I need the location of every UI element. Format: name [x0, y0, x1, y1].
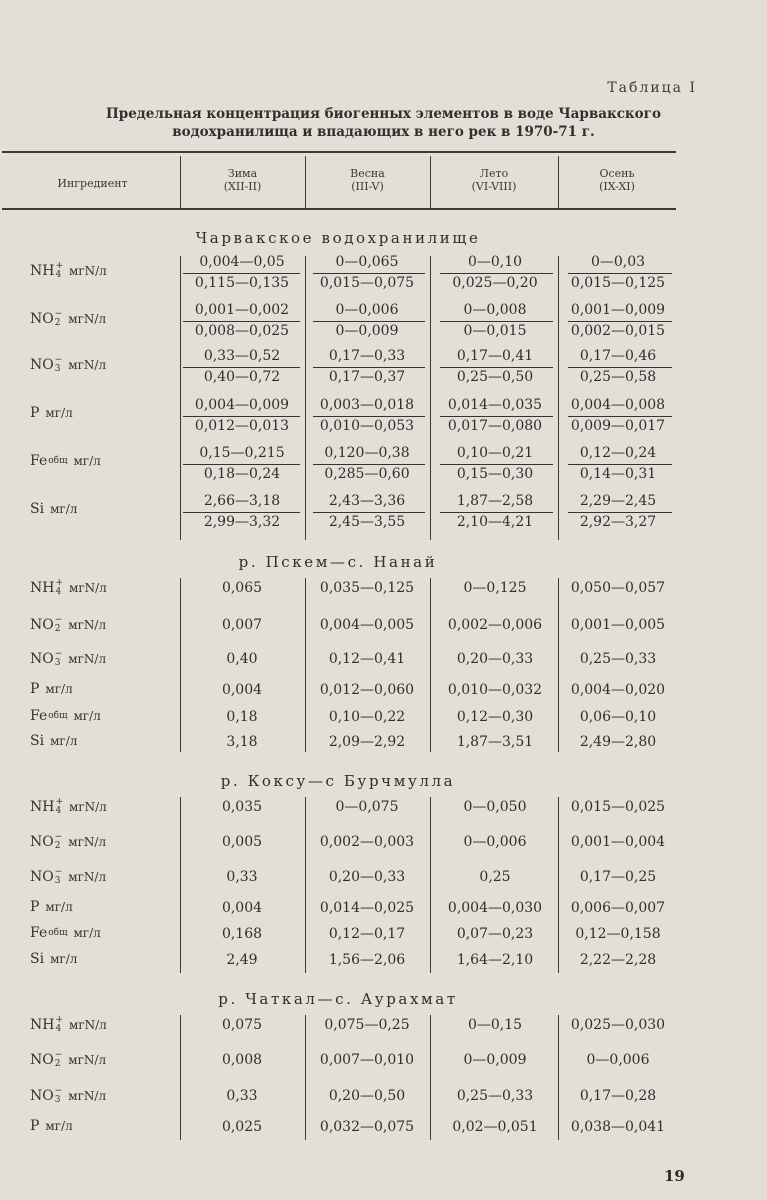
fraction-rule: [183, 464, 300, 465]
value-top: 0—0,065: [335, 254, 399, 270]
ingredient-label: [30, 501, 77, 517]
ingredient-label: [30, 798, 107, 816]
ingredient-symbol: Fe: [30, 925, 48, 941]
ion-subscript: 3: [54, 364, 61, 374]
header-divider: [180, 156, 181, 208]
value-top: 0,12—0,24: [579, 445, 657, 461]
header-season-winter: Зима (XII-II): [223, 167, 262, 193]
value-top: 2,29—2,45: [579, 493, 657, 509]
ingredient-label: [30, 733, 77, 749]
fraction-rule: [568, 367, 672, 368]
ion-index: [55, 798, 63, 816]
ion-charge: −: [54, 1086, 63, 1096]
value-cell: 0,12—0,158: [575, 926, 661, 942]
value-top: 0,15—0,215: [199, 445, 285, 461]
fraction-rule: [313, 273, 425, 274]
ingredient-unit: мг/л: [50, 502, 78, 516]
value-cell: 0,12—0,41: [328, 651, 406, 667]
value-top: 0,17—0,46: [579, 348, 657, 364]
ion-subscript: 2: [54, 841, 61, 851]
value-cell: 0,002—0,006: [447, 617, 543, 633]
value-cell: 0,20—0,33: [328, 869, 406, 885]
value-cell: 0,032—0,075: [319, 1119, 415, 1135]
ingredient-unit: мгN/л: [69, 1018, 107, 1032]
ingredient-label: [30, 405, 73, 421]
value-cell: 0,010—0,032: [447, 682, 543, 698]
fraction-rule: [183, 321, 300, 322]
ingredient-symbol: NO: [30, 834, 54, 850]
fraction-rule: [183, 416, 300, 417]
value-cell: 0—0,15: [467, 1017, 523, 1033]
value-bottom: 2,10—4,21: [456, 514, 534, 530]
ion-subscript: общ: [48, 710, 68, 721]
ingredient-symbol: NO: [30, 311, 54, 327]
header-season-autumn: Осень (IX-XI): [599, 167, 635, 193]
ingredient-unit: мгN/л: [68, 1089, 107, 1103]
ingredient-symbol: NO: [30, 869, 54, 885]
ingredient-symbol: P: [30, 1118, 40, 1134]
ion-charge: +: [55, 578, 64, 588]
fraction-rule: [183, 273, 300, 274]
column-divider: [430, 578, 431, 752]
value-cell: 3,18: [226, 734, 258, 750]
ingredient-unit: мгN/л: [69, 800, 107, 814]
value-cell: 0,001—0,004: [570, 834, 666, 850]
ingredient-label: [30, 868, 106, 886]
value-cell: 0,40: [226, 651, 258, 667]
value-top: 0,10—0,21: [456, 445, 534, 461]
value-top: 0—0,03: [590, 254, 646, 270]
value-top: 0,004—0,008: [570, 397, 666, 413]
ion-index: [55, 579, 63, 597]
ingredient-label: [30, 579, 107, 597]
value-cell: 0—0,125: [463, 580, 527, 596]
ion-index: [55, 356, 63, 374]
value-cell: 0,33: [226, 1088, 258, 1104]
value-cell: 0,012—0,060: [319, 682, 415, 698]
value-cell: 0,25: [479, 869, 511, 885]
table-title-line-1: Предельная концентрация биогенных элементов в воде Чарвакского: [106, 106, 661, 122]
value-cell: 0,007: [221, 617, 263, 633]
ion-subscript: 3: [54, 876, 61, 886]
ingredient-unit: мг/л: [73, 926, 101, 940]
value-cell: 0,004—0,030: [447, 900, 543, 916]
fraction-rule: [440, 321, 553, 322]
ingredient-unit: мг/л: [45, 682, 73, 696]
value-cell: 0,025—0,030: [570, 1017, 666, 1033]
value-cell: 2,49: [226, 952, 258, 968]
ingredient-unit: мг/л: [45, 900, 73, 914]
ingredient-unit: мг/л: [50, 952, 78, 966]
value-cell: 2,09—2,92: [328, 734, 406, 750]
value-bottom: 0,015—0,075: [319, 275, 415, 291]
ingredient-symbol: P: [30, 899, 40, 915]
fraction-rule: [568, 321, 672, 322]
ion-index: [55, 262, 63, 280]
ingredient-label: [30, 262, 107, 280]
value-cell: 1,87—3,51: [456, 734, 534, 750]
ingredient-label: [30, 453, 101, 469]
column-divider: [180, 256, 181, 540]
ingredient-symbol: NO: [30, 357, 54, 373]
value-top: 0,17—0,41: [456, 348, 534, 364]
ingredient-unit: мг/л: [45, 406, 73, 420]
ingredient-symbol: Si: [30, 951, 45, 967]
ingredient-symbol: NH: [30, 799, 55, 815]
ion-charge: −: [54, 649, 63, 659]
value-bottom: 0,18—0,24: [203, 466, 281, 482]
ingredient-unit: мгN/л: [69, 264, 107, 278]
ingredient-unit: мгN/л: [68, 870, 107, 884]
value-bottom: 0,017—0,080: [447, 418, 543, 434]
value-cell: 0,17—0,28: [579, 1088, 657, 1104]
value-cell: 0,050—0,057: [570, 580, 666, 596]
value-cell: 0,001—0,005: [570, 617, 666, 633]
ingredient-unit: мгN/л: [68, 618, 107, 632]
value-top: 0,17—0,33: [328, 348, 406, 364]
value-bottom: 0,25—0,58: [579, 369, 657, 385]
ingredient-label: [30, 1087, 106, 1105]
value-cell: 0,168: [221, 926, 263, 942]
ingredient-symbol: NO: [30, 1088, 54, 1104]
ingredient-label: [30, 356, 106, 374]
value-cell: 0,006—0,007: [570, 900, 666, 916]
fraction-rule: [440, 367, 553, 368]
table-label: Таблица I: [607, 80, 697, 96]
ingredient-unit: мг/л: [73, 709, 101, 723]
value-cell: 0,008: [221, 1052, 263, 1068]
value-bottom: 0,285—0,60: [324, 466, 410, 482]
value-cell: 0,33: [226, 869, 258, 885]
column-divider: [305, 797, 306, 973]
fraction-rule: [568, 464, 672, 465]
value-bottom: 2,99—3,32: [203, 514, 281, 530]
ingredient-symbol: Si: [30, 733, 45, 749]
ion-subscript: 3: [54, 1095, 61, 1105]
value-bottom: 0,15—0,30: [456, 466, 534, 482]
value-cell: 0,18: [226, 709, 258, 725]
value-cell: 0,075: [221, 1017, 263, 1033]
value-cell: 0,025: [221, 1119, 263, 1135]
ion-index: [55, 1051, 63, 1069]
value-cell: 0—0,009: [463, 1052, 527, 1068]
ion-charge: −: [54, 355, 63, 365]
value-cell: 0,035—0,125: [319, 580, 415, 596]
value-cell: 0,004—0,020: [570, 682, 666, 698]
value-cell: 0,015—0,025: [570, 799, 666, 815]
header-bottom-rule: [2, 208, 676, 210]
section-title: р. Коксу—с Бурчмулла: [220, 772, 456, 790]
ion-subscript: 3: [54, 658, 61, 668]
ingredient-label: [30, 925, 101, 941]
value-bottom: 0,40—0,72: [203, 369, 281, 385]
ion-index: [55, 310, 63, 328]
ingredient-label: [30, 708, 101, 724]
column-divider: [430, 256, 431, 540]
ion-charge: +: [55, 797, 64, 807]
value-cell: 0—0,075: [335, 799, 399, 815]
header-season-spring: Весна (III-V): [350, 167, 385, 193]
header-ingredient: Ингредиент: [57, 177, 128, 190]
ingredient-unit: мгN/л: [68, 652, 107, 666]
ingredient-unit: мгN/л: [68, 1053, 107, 1067]
ion-index: [48, 457, 67, 466]
fraction-rule: [183, 512, 300, 513]
ingredient-unit: мгN/л: [69, 581, 107, 595]
value-bottom: 0,25—0,50: [456, 369, 534, 385]
ion-subscript: общ: [48, 455, 68, 466]
ion-index: [55, 868, 63, 886]
value-bottom: 0,009—0,017: [570, 418, 666, 434]
value-bottom: 0,008—0,025: [194, 323, 290, 339]
value-cell: 0,12—0,17: [328, 926, 406, 942]
ingredient-unit: мг/л: [45, 1119, 73, 1133]
ingredient-symbol: NH: [30, 1017, 55, 1033]
ion-charge: +: [55, 1015, 64, 1025]
ion-index: [55, 833, 63, 851]
value-top: 0,004—0,009: [194, 397, 290, 413]
page-number: 19: [664, 1167, 685, 1185]
ingredient-label: [30, 681, 73, 697]
value-top: 2,66—3,18: [203, 493, 281, 509]
ion-index: [55, 1087, 63, 1105]
header-divider: [305, 156, 306, 208]
ion-charge: −: [54, 867, 63, 877]
ion-subscript: 4: [55, 270, 62, 280]
value-cell: 0,014—0,025: [319, 900, 415, 916]
value-top: 0,003—0,018: [319, 397, 415, 413]
value-top: 0—0,10: [467, 254, 523, 270]
value-cell: 2,49—2,80: [579, 734, 657, 750]
value-cell: 0,004: [221, 900, 263, 916]
ingredient-label: [30, 1118, 73, 1134]
ingredient-label: [30, 899, 73, 915]
ingredient-symbol: NO: [30, 651, 54, 667]
fraction-rule: [313, 367, 425, 368]
value-cell: 0—0,050: [463, 799, 527, 815]
value-bottom: 0,14—0,31: [579, 466, 657, 482]
value-bottom: 0—0,015: [463, 323, 527, 339]
ingredient-symbol: NH: [30, 263, 55, 279]
value-top: 0,120—0,38: [324, 445, 410, 461]
header-season-summer: Лето (VI-VIII): [471, 167, 517, 193]
section-title: р. Пскем—с. Нанай: [238, 553, 438, 571]
fraction-rule: [440, 273, 553, 274]
value-top: 1,87—2,58: [456, 493, 534, 509]
value-top: 0,014—0,035: [447, 397, 543, 413]
column-divider: [430, 1015, 431, 1140]
value-top: 0—0,006: [335, 302, 399, 318]
ion-subscript: 2: [54, 1059, 61, 1069]
ion-index: [48, 712, 67, 721]
header-divider: [430, 156, 431, 208]
value-cell: 0,10—0,22: [328, 709, 406, 725]
value-cell: 2,22—2,28: [579, 952, 657, 968]
ingredient-label: [30, 1051, 106, 1069]
value-cell: 0,02—0,051: [452, 1119, 538, 1135]
value-bottom: 0,115—0,135: [194, 275, 290, 291]
ingredient-symbol: P: [30, 681, 40, 697]
value-cell: 1,64—2,10: [456, 952, 534, 968]
value-cell: 0,002—0,003: [319, 834, 415, 850]
ingredient-unit: мгN/л: [68, 358, 107, 372]
value-cell: 0—0,006: [463, 834, 527, 850]
ingredient-symbol: Fe: [30, 453, 48, 469]
value-bottom: 0,015—0,125: [570, 275, 666, 291]
value-bottom: 0,002—0,015: [570, 323, 666, 339]
ingredient-symbol: NH: [30, 580, 55, 596]
column-divider: [305, 1015, 306, 1140]
ingredient-unit: мг/л: [73, 454, 101, 468]
ion-charge: −: [54, 309, 63, 319]
column-divider: [305, 578, 306, 752]
value-bottom: 0,025—0,20: [452, 275, 538, 291]
column-divider: [305, 256, 306, 540]
fraction-rule: [313, 416, 425, 417]
ingredient-symbol: P: [30, 405, 40, 421]
column-divider: [558, 797, 559, 973]
ingredient-label: [30, 1016, 107, 1034]
section-title: Чарвакское водохранилище: [195, 229, 481, 247]
value-cell: 0,20—0,33: [456, 651, 534, 667]
fraction-rule: [313, 321, 425, 322]
ingredient-label: [30, 833, 106, 851]
value-bottom: 0,010—0,053: [319, 418, 415, 434]
value-cell: 0—0,006: [586, 1052, 650, 1068]
value-bottom: 2,45—3,55: [328, 514, 406, 530]
section-title: р. Чаткал—с. Аурахмат: [218, 990, 458, 1008]
ion-subscript: 2: [54, 624, 61, 634]
fraction-rule: [440, 416, 553, 417]
column-divider: [180, 1015, 181, 1140]
value-top: 0,001—0,009: [570, 302, 666, 318]
value-top: 0,33—0,52: [203, 348, 281, 364]
ion-charge: +: [55, 261, 64, 271]
header-divider: [558, 156, 559, 208]
value-cell: 0,25—0,33: [579, 651, 657, 667]
fraction-rule: [568, 416, 672, 417]
header-top-rule: [2, 151, 676, 153]
ion-subscript: 4: [55, 806, 62, 816]
value-cell: 0,25—0,33: [456, 1088, 534, 1104]
fraction-rule: [313, 464, 425, 465]
value-cell: 0,004—0,005: [319, 617, 415, 633]
value-bottom: 0,17—0,37: [328, 369, 406, 385]
fraction-rule: [313, 512, 425, 513]
value-cell: 0,075—0,25: [324, 1017, 410, 1033]
ingredient-unit: мг/л: [50, 734, 78, 748]
ion-index: [55, 616, 63, 634]
value-cell: 0,17—0,25: [579, 869, 657, 885]
ingredient-symbol: Fe: [30, 708, 48, 724]
value-cell: 0,06—0,10: [579, 709, 657, 725]
value-bottom: 2,92—3,27: [579, 514, 657, 530]
fraction-rule: [568, 273, 672, 274]
value-bottom: 0—0,009: [335, 323, 399, 339]
ingredient-symbol: NO: [30, 617, 54, 633]
ion-charge: −: [54, 832, 63, 842]
ion-index: [55, 1016, 63, 1034]
ion-index: [55, 650, 63, 668]
ion-charge: −: [54, 615, 63, 625]
fraction-rule: [440, 464, 553, 465]
column-divider: [180, 797, 181, 973]
ion-charge: −: [54, 1050, 63, 1060]
ingredient-label: [30, 951, 77, 967]
ion-subscript: 2: [54, 318, 61, 328]
ingredient-label: [30, 650, 106, 668]
ingredient-symbol: Si: [30, 501, 45, 517]
value-cell: 0,004: [221, 682, 263, 698]
value-cell: 0,065: [221, 580, 263, 596]
ion-subscript: общ: [48, 927, 68, 938]
table-title-line-2: водохранилища и впадающих в него рек в 1970-71 г.: [172, 124, 595, 140]
value-top: 0,004—0,05: [199, 254, 285, 270]
ingredient-symbol: NO: [30, 1052, 54, 1068]
column-divider: [180, 578, 181, 752]
ion-subscript: 4: [55, 587, 62, 597]
ion-index: [48, 929, 67, 938]
fraction-rule: [183, 367, 300, 368]
value-bottom: 0,012—0,013: [194, 418, 290, 434]
ingredient-label: [30, 310, 106, 328]
value-cell: 1,56—2,06: [328, 952, 406, 968]
ingredient-label: [30, 616, 106, 634]
value-top: 0—0,008: [463, 302, 527, 318]
ingredient-unit: мгN/л: [68, 835, 107, 849]
value-cell: 0,12—0,30: [456, 709, 534, 725]
ion-subscript: 4: [55, 1024, 62, 1034]
value-cell: 0,007—0,010: [319, 1052, 415, 1068]
value-cell: 0,07—0,23: [456, 926, 534, 942]
value-cell: 0,20—0,50: [328, 1088, 406, 1104]
value-cell: 0,038—0,041: [570, 1119, 666, 1135]
value-cell: 0,035: [221, 799, 263, 815]
ingredient-unit: мгN/л: [68, 312, 107, 326]
value-top: 2,43—3,36: [328, 493, 406, 509]
fraction-rule: [440, 512, 553, 513]
value-top: 0,001—0,002: [194, 302, 290, 318]
column-divider: [430, 797, 431, 973]
fraction-rule: [568, 512, 672, 513]
value-cell: 0,005: [221, 834, 263, 850]
